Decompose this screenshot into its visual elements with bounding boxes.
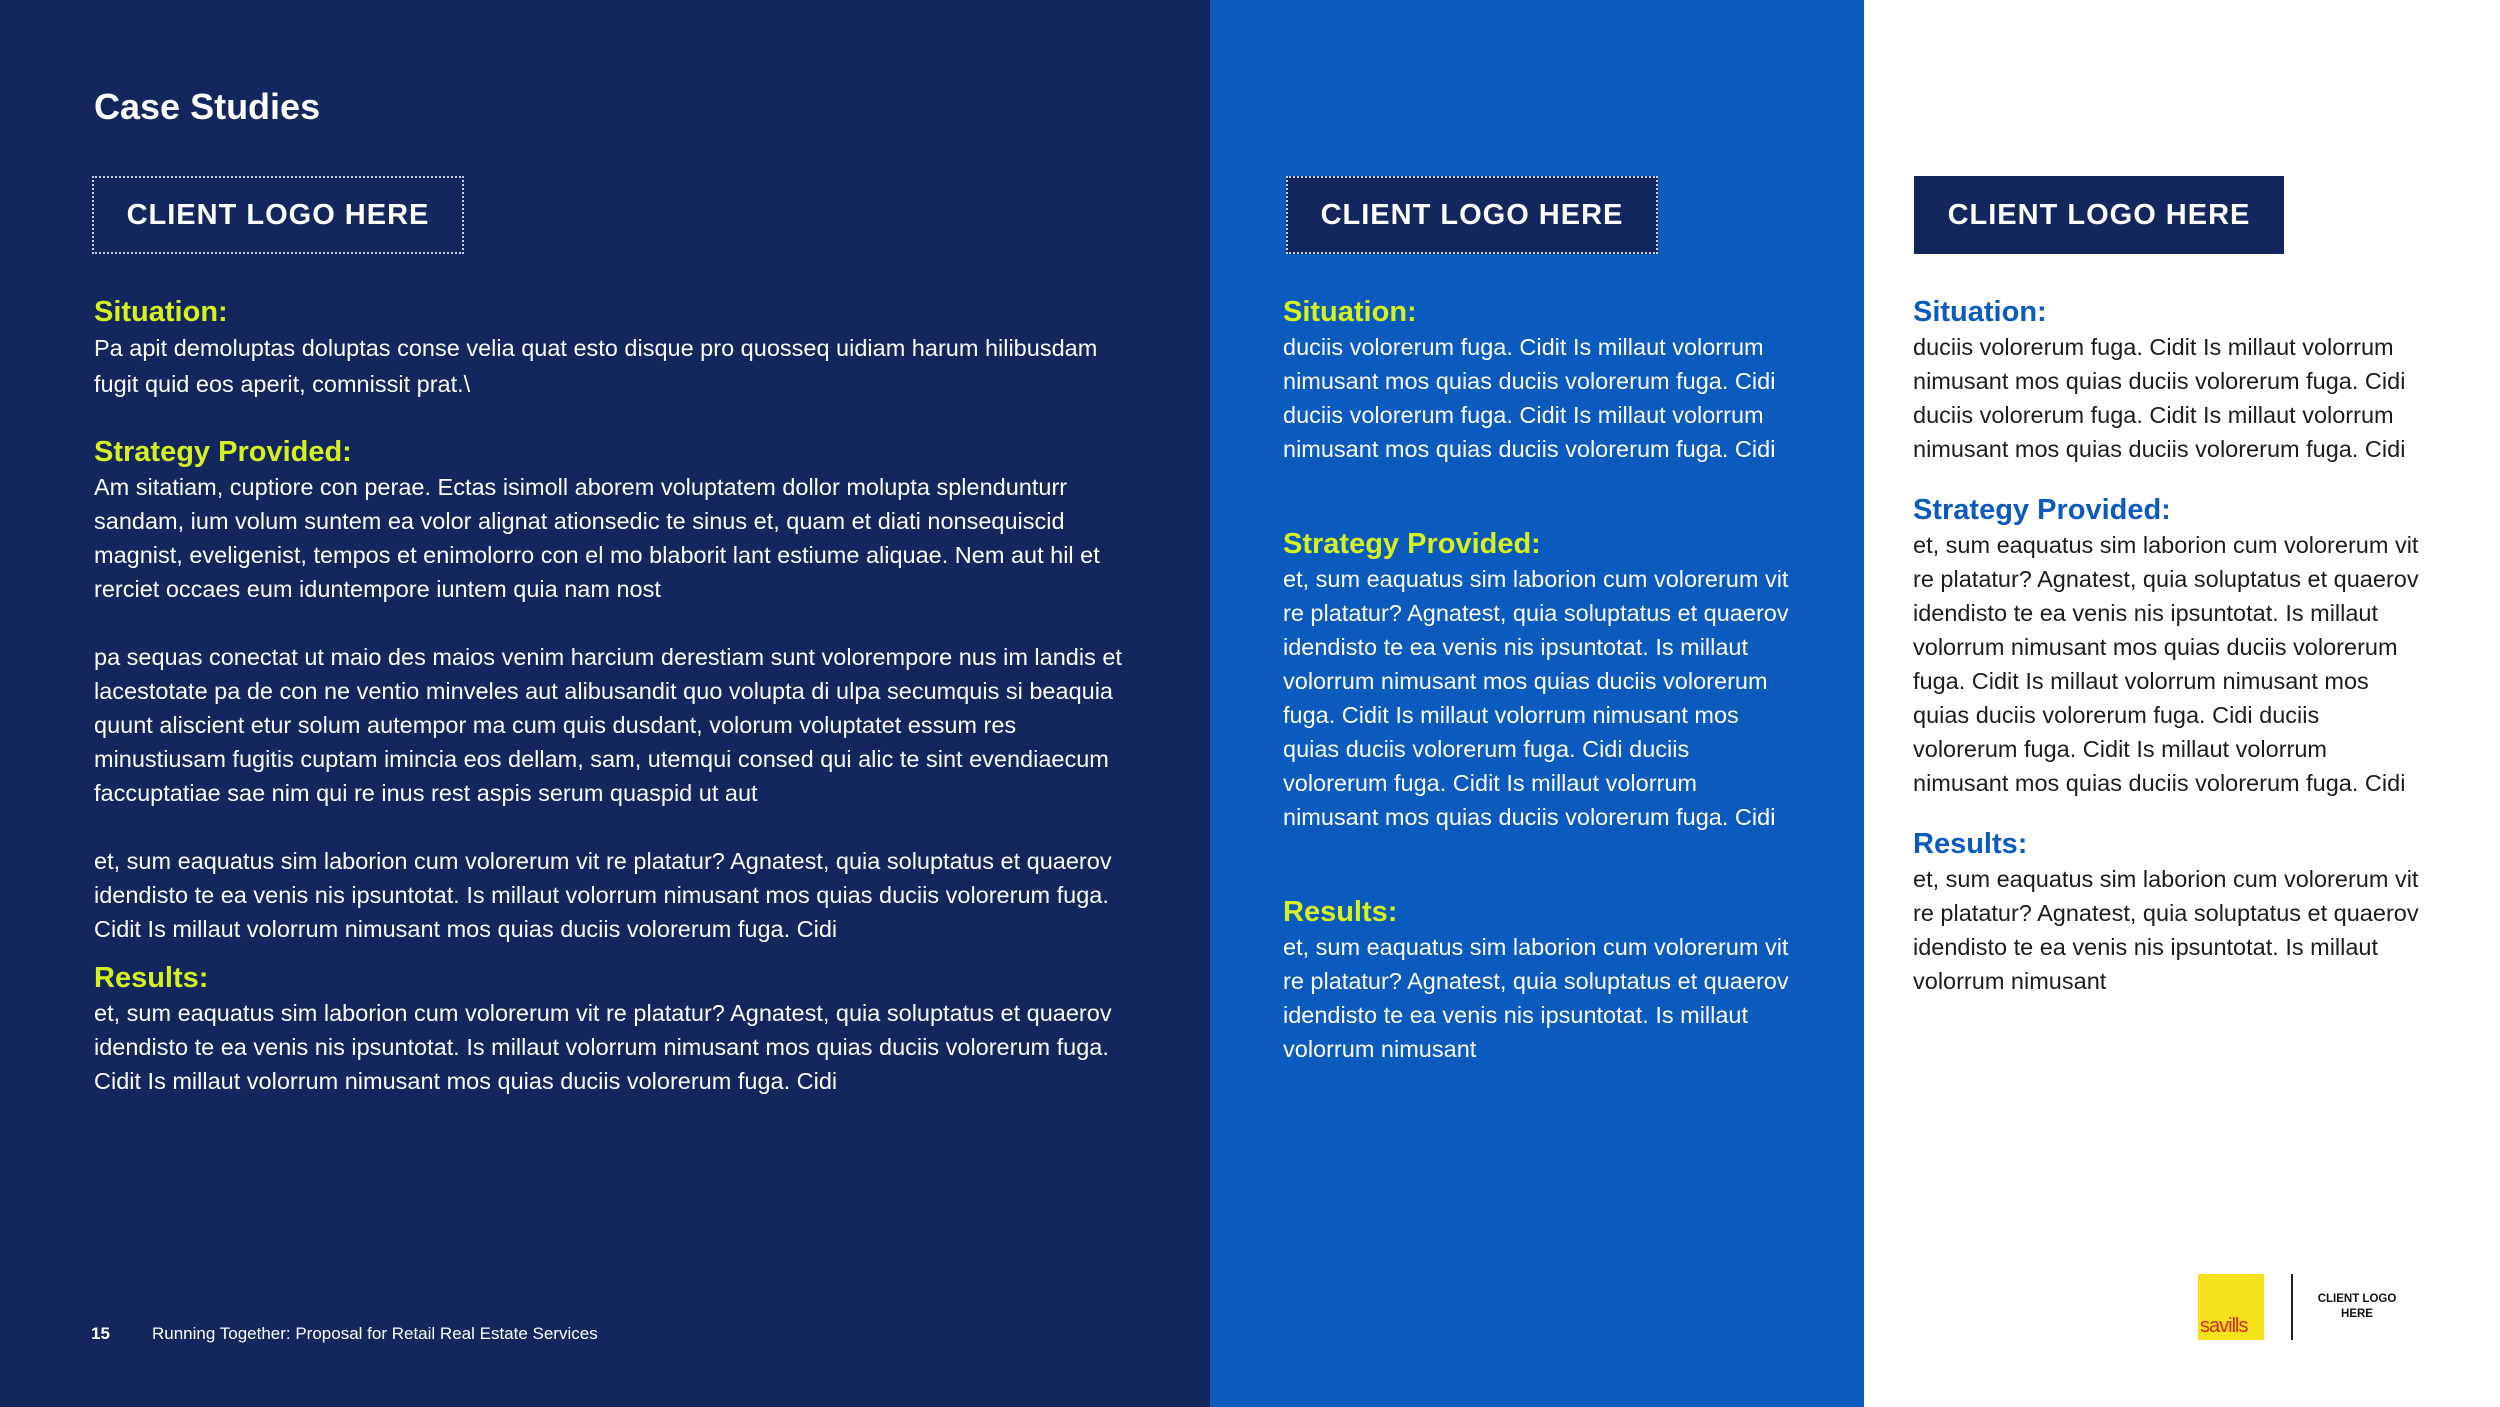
results-text: et, sum eaquatus sim laborion cum volorerum vit re platatur? Agnatest, quia soluptatus et quaerov idendisto te ea venis nis ipsuntotat. Is millaut volorrum nimusant (1283, 934, 1789, 1062)
situation-heading: Situation: (94, 296, 228, 328)
strategy-text: et, sum eaquatus sim laborion cum volorerum vit re platatur? Agnatest, quia soluptatus et quaerov idendisto te ea venis nis ipsuntotat. Is millaut volorrum nimusant mos quias duciis volorerum fuga. Cidit Is millaut volorrum nimusant mos quias duciis volorerum fuga. Cidi duciis volorerum fuga. Cidit Is millaut volorrum nimusant mos quias duciis volorerum fuga. Cidi (1913, 532, 2419, 796)
results-heading: Results: (94, 962, 209, 994)
page-title: Case Studies (94, 86, 321, 127)
logo-divider (2291, 1274, 2293, 1340)
results-heading: Results: (1283, 896, 1398, 928)
case-study-middle (1283, 294, 1798, 1066)
situation-text: duciis volorerum fuga. Cidit Is millaut volorrum nimusant mos quias duciis volorerum fuga. Cidi duciis volorerum fuga. Cidit Is millaut volorrum nimusant mos quias duciis volorerum fuga. Cidi (1913, 334, 2406, 462)
results-text: et, sum eaquatus sim laborion cum volorerum vit re platatur? Agnatest, quia soluptatus et quaerov idendisto te ea venis nis ipsuntotat. Is millaut volorrum nimusant (1913, 866, 2419, 994)
strategy-heading: Strategy Provided: (1283, 528, 1541, 560)
results-text: et, sum eaquatus sim laborion cum volorerum vit re platatur? Agnatest, quia soluptatus et quaerov idendisto te ea venis nis ipsuntotat. Is millaut volorrum nimusant mos quias duciis volorerum fuga. Cidit Is millaut volorrum nimusant mos quias duciis volorerum fuga. Cidi (94, 1000, 1112, 1094)
client-logo-small: CLIENT LOGO HERE (2317, 1293, 2397, 1320)
client-logo-placeholder-right: CLIENT LOGO HERE (1914, 176, 2284, 254)
strategy-text: et, sum eaquatus sim laborion cum volorerum vit re platatur? Agnatest, quia soluptatus et quaerov idendisto te ea venis nis ipsuntotat. Is millaut volorrum nimusant mos quias duciis volorerum fuga. Cidit Is millaut volorrum nimusant mos quias duciis volorerum fuga. Cidi duciis volorerum fuga. Cidit Is millaut volorrum nimusant mos quias duciis volorerum fuga. Cidi (1283, 566, 1789, 830)
case-study-left (94, 294, 1126, 1098)
strategy-heading: Strategy Provided: (94, 436, 352, 468)
results-heading: Results: (1913, 828, 2028, 860)
document-title: Running Together: Proposal for Retail Real Estate Services (152, 1324, 598, 1343)
strategy-paragraph-2: pa sequas conectat ut maio des maios venim harcium derestiam sunt volorempore nus im landis et lacestotate pa de con ne ventio minveles aut alibusandit quo volupta di ulpa secumquis si beaquia quunt aliscient etur solum autempor ma cum quis dusdant, volorum voluptatet essum res minustiusam fugitis cuptam imincia eos dellam, sam, utemqui consed qui alic te sint evendiaecum faccuptatiae sae nim qui re inus rest aspis serum quaspid ut aut (94, 644, 1122, 806)
strategy-paragraph-3: et, sum eaquatus sim laborion cum volorerum vit re platatur? Agnatest, quia soluptatus et quaerov idendisto te ea venis nis ipsuntotat. Is millaut volorrum nimusant mos quias duciis volorerum fuga. Cidit Is millaut volorrum nimusant mos quias duciis volorerum fuga. Cidi (94, 848, 1112, 942)
savills-logo-word: savills (2200, 1315, 2248, 1337)
situation-text: Pa apit demoluptas doluptas conse velia quat esto disque pro quosseq uidiam harum hilibusdam fugit quid eos aperit, comnissit prat.\ (94, 335, 1098, 397)
situation-text: duciis volorerum fuga. Cidit Is millaut volorrum nimusant mos quias duciis volorerum fuga. Cidi duciis volorerum fuga. Cidit Is millaut volorrum nimusant mos quias duciis volorerum fuga. Cidi (1283, 334, 1776, 462)
situation-heading: Situation: (1283, 296, 1417, 328)
case-study-right (1913, 294, 2428, 998)
situation-heading: Situation: (1913, 296, 2047, 328)
strategy-heading: Strategy Provided: (1913, 494, 2171, 526)
client-logo-placeholder-left: CLIENT LOGO HERE (92, 176, 464, 254)
client-logo-placeholder-middle: CLIENT LOGO HERE (1286, 176, 1658, 254)
page-number: 15 (91, 1324, 110, 1343)
savills-logo (2198, 1274, 2264, 1340)
strategy-paragraph-1: Am sitatiam, cuptiore con perae. Ectas isimoll aborem voluptatem dollor molupta splendunturr sandam, ium volum suntem ea volor alignat ationsedic te sinus et, quam et diati nonsequiscid magnist, eveligenist, tempos et enimolorro con el mo blaborit lant estiume aliquae. Nem aut hil et rerciet occaes eum iduntempore iuntem quia nam nost (94, 474, 1100, 602)
